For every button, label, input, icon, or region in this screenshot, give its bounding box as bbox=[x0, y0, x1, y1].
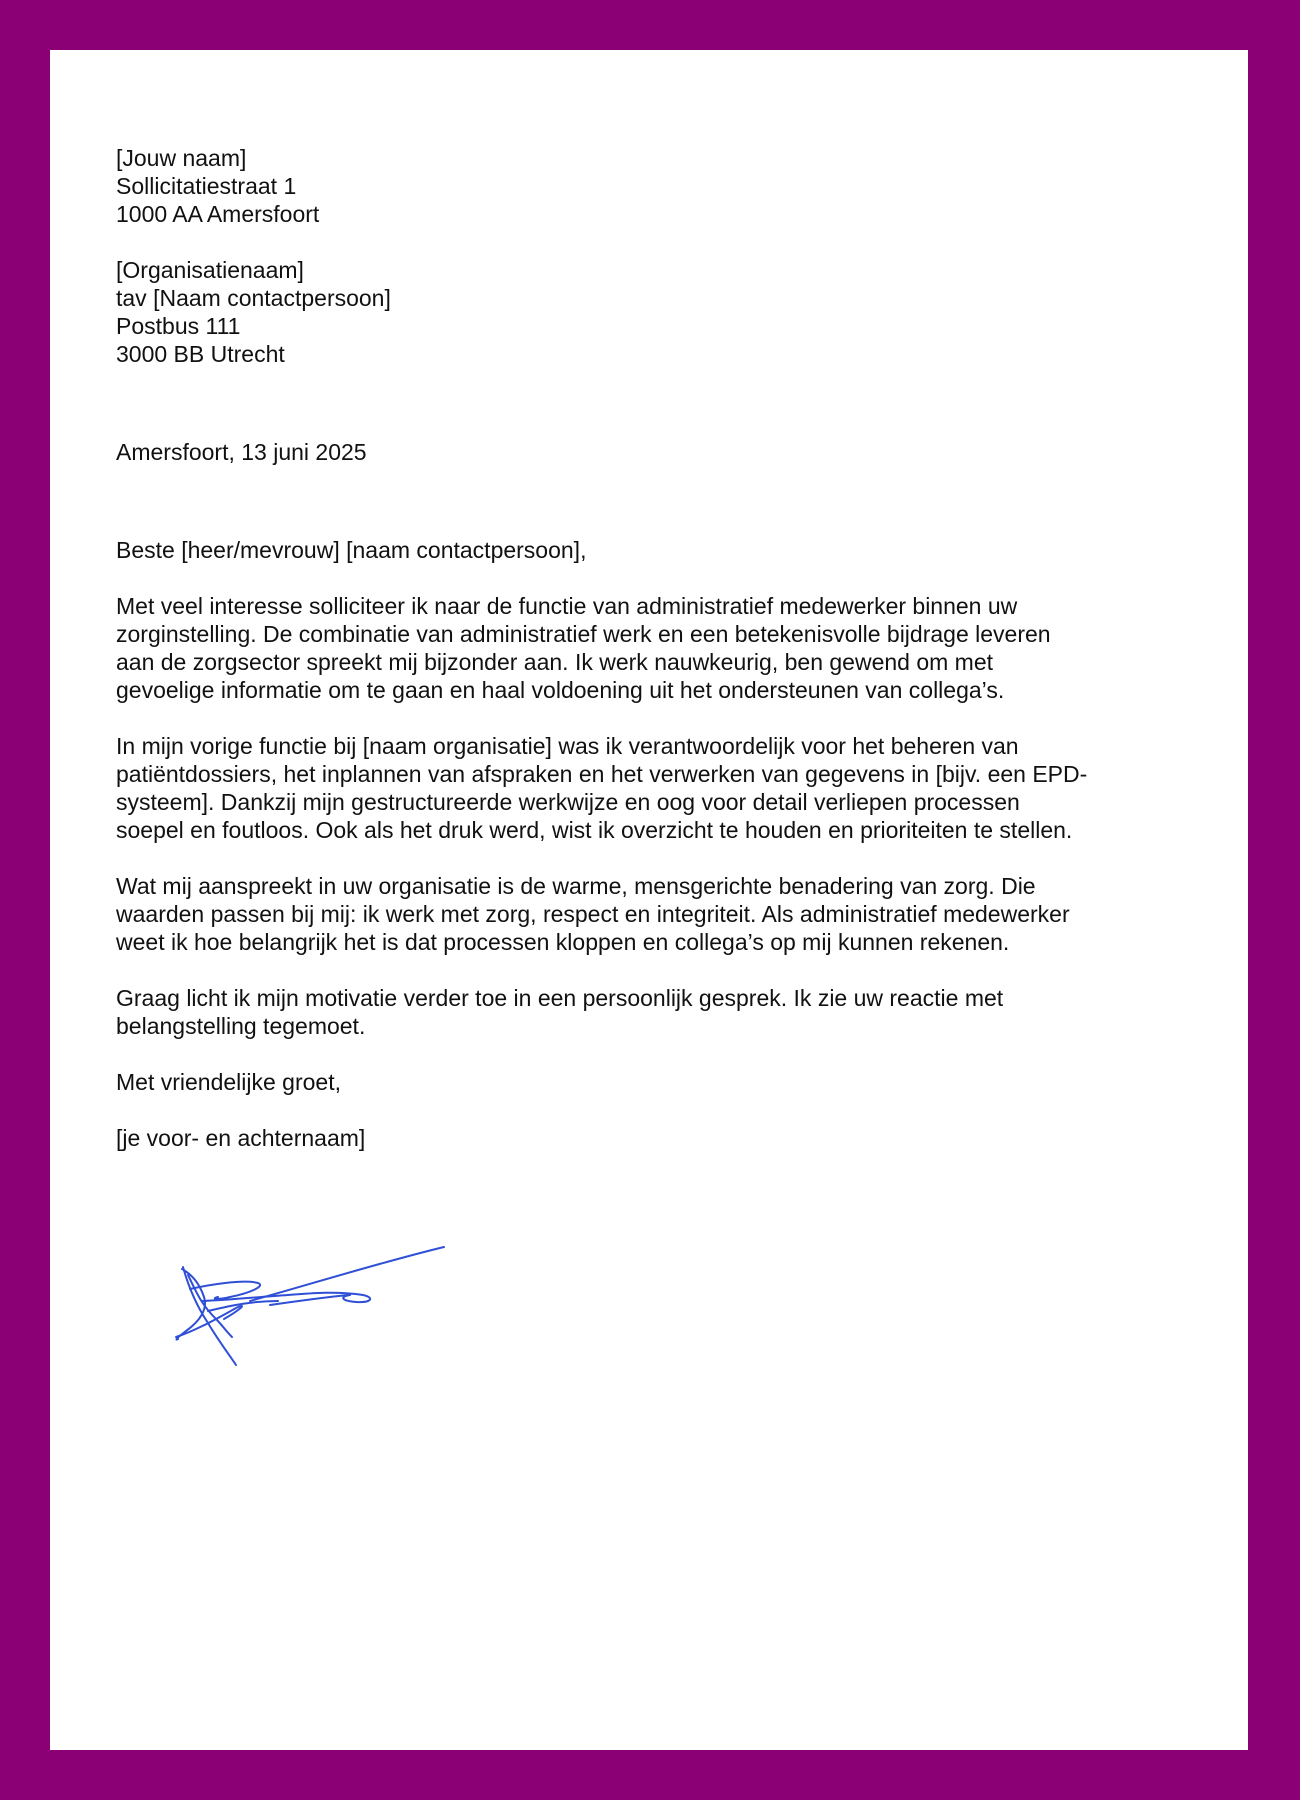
paragraph-4 bbox=[116, 984, 1166, 1040]
paragraph-line: waarden passen bij mij: ik werk met zorg, respect en integriteit. Als administratief medewerker bbox=[116, 901, 1070, 927]
paragraph-line: systeem]. Dankzij mijn gestructureerde werkwijze en oog voor detail verliepen processen bbox=[116, 789, 1020, 815]
paragraph-line: soepel en foutloos. Ook als het druk werd, wist ik overzicht te houden en prioriteiten te stellen. bbox=[116, 817, 1073, 843]
sender-city: 1000 AA Amersfoort bbox=[116, 201, 320, 227]
letter-date bbox=[116, 438, 1166, 466]
closing bbox=[116, 1068, 1166, 1096]
signoff-name: [je voor- en achternaam] bbox=[116, 1125, 366, 1151]
letter-content bbox=[116, 144, 1166, 1152]
letter-page bbox=[50, 50, 1248, 1750]
paragraph-line: In mijn vorige functie bij [naam organisatie] was ik verantwoordelijk voor het beheren van bbox=[116, 733, 1019, 759]
recipient-pobox: Postbus 111 bbox=[116, 313, 241, 339]
sender-street: Sollicitatiestraat 1 bbox=[116, 173, 297, 199]
recipient-contact: tav [Naam contactpersoon] bbox=[116, 285, 391, 311]
paragraph-1 bbox=[116, 592, 1166, 704]
paragraph-line: belangstelling tegemoet. bbox=[116, 1013, 366, 1039]
closing-text: Met vriendelijke groet, bbox=[116, 1069, 341, 1095]
paragraph-line: Met veel interesse solliciteer ik naar de functie van administratief medewerker binnen uw bbox=[116, 593, 1018, 619]
paragraph-line: Graag licht ik mijn motivatie verder toe in een persoonlijk gesprek. Ik zie uw reactie met bbox=[116, 985, 1004, 1011]
paragraph-2 bbox=[116, 732, 1166, 844]
sender-address bbox=[116, 144, 1166, 228]
signoff bbox=[116, 1124, 1166, 1152]
recipient-address bbox=[116, 256, 1166, 368]
paragraph-3 bbox=[116, 872, 1166, 956]
handwritten-signature bbox=[138, 1245, 458, 1375]
paragraph-line: Wat mij aanspreekt in uw organisatie is de warme, mensgerichte benadering van zorg. Die bbox=[116, 873, 1036, 899]
sender-name: [Jouw naam] bbox=[116, 145, 247, 171]
paragraph-line: patiëntdossiers, het inplannen van afspraken en het verwerken van gegevens in [bijv. een EPD- bbox=[116, 761, 1088, 787]
paragraph-line: aan de zorgsector spreekt mij bijzonder aan. Ik werk nauwkeurig, ben gewend om met bbox=[116, 649, 994, 675]
paragraph-line: gevoelige informatie om te gaan en haal voldoening uit het ondersteunen van collega’s. bbox=[116, 677, 1005, 703]
date-text: Amersfoort, 13 juni 2025 bbox=[116, 439, 367, 465]
salutation-text: Beste [heer/mevrouw] [naam contactpersoon], bbox=[116, 537, 587, 563]
recipient-city: 3000 BB Utrecht bbox=[116, 341, 285, 367]
recipient-organisation: [Organisatienaam] bbox=[116, 257, 304, 283]
salutation bbox=[116, 536, 1166, 564]
paragraph-line: zorginstelling. De combinatie van administratief werk en een betekenisvolle bijdrage leveren bbox=[116, 621, 1051, 647]
paragraph-line: weet ik hoe belangrijk het is dat processen kloppen en collega’s op mij kunnen rekenen. bbox=[116, 929, 1010, 955]
